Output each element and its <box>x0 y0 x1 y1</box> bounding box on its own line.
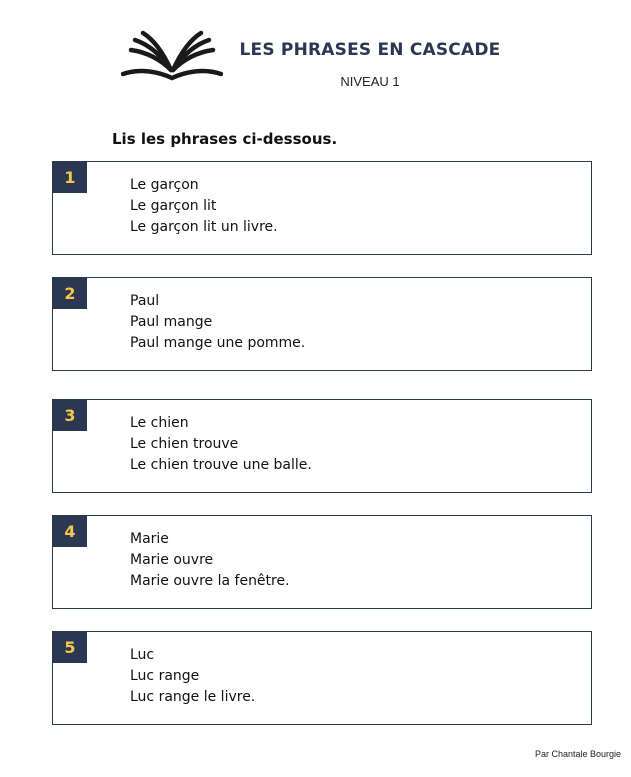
sentence-list <box>130 645 255 708</box>
card-number-badge: 2 <box>53 278 87 309</box>
sentence-card-2 <box>52 277 592 371</box>
sentence-line: Le garçon lit <box>130 198 217 214</box>
sentence-card-1 <box>52 161 592 255</box>
instruction-text: Lis les phrases ci-dessous. <box>112 130 338 148</box>
sentence-line: Paul mange une pomme. <box>130 335 306 351</box>
sentence-line: Paul mange <box>130 314 213 330</box>
sentence-list <box>130 529 290 592</box>
sentence-line: Le chien trouve une balle. <box>130 457 312 473</box>
sentence-line: Luc range <box>130 668 200 684</box>
sentence-card-3 <box>52 399 592 493</box>
sentence-line: Marie ouvre la fenêtre. <box>130 573 290 589</box>
card-number-badge: 4 <box>53 516 87 547</box>
sentence-card-5 <box>52 631 592 725</box>
sentence-list <box>130 413 312 476</box>
card-number-badge: 3 <box>53 400 87 431</box>
sentence-line: Marie ouvre <box>130 552 214 568</box>
sentence-line: Luc range le livre. <box>130 689 256 705</box>
sentence-card-4 <box>52 515 592 609</box>
card-number-badge: 5 <box>53 632 87 663</box>
card-number-badge: 1 <box>53 162 87 193</box>
author-credit: Par Chantale Bourgie <box>534 749 621 759</box>
sentence-list <box>130 291 305 354</box>
page-title: LES PHRASES EN CASCADE <box>239 40 501 60</box>
sentence-line: Paul <box>130 293 160 309</box>
sentence-line: Luc <box>130 647 155 663</box>
sentence-line: Le garçon lit un livre. <box>130 219 278 235</box>
sentence-line: Le garçon <box>130 177 199 193</box>
sentence-line: Le chien <box>130 415 189 431</box>
level-subtitle: NIVEAU 1 <box>340 74 400 89</box>
sentence-line: Le chien trouve <box>130 436 239 452</box>
sentence-list <box>130 175 278 238</box>
sentence-line: Marie <box>130 531 169 547</box>
